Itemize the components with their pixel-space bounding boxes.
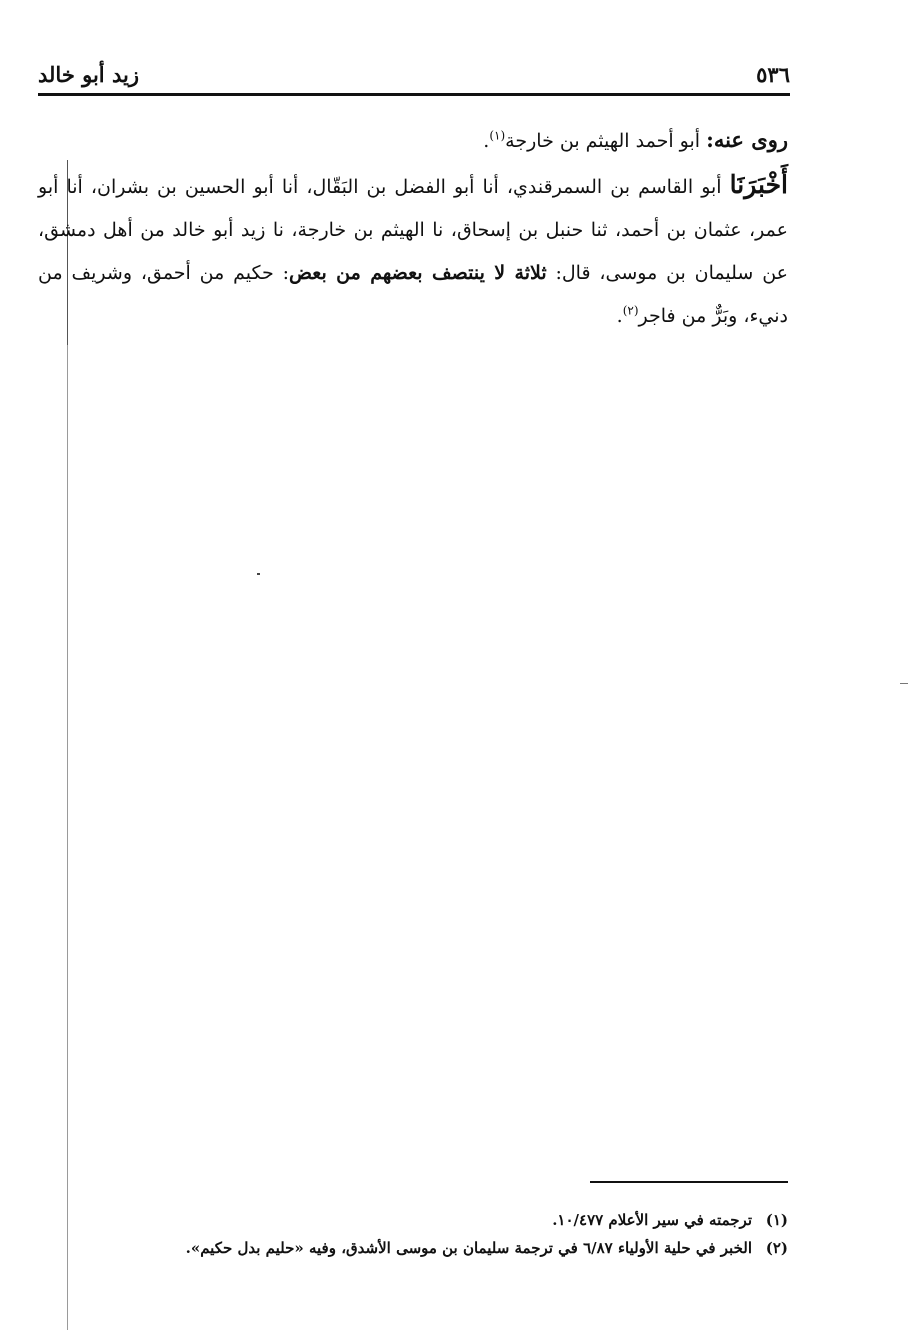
footnote-text: ترجمته في سير الأعلام ١٠/٤٧٧.	[552, 1211, 752, 1229]
page-number: ٥٣٦	[756, 62, 790, 87]
running-title: زيد أبو خالد	[38, 62, 139, 87]
footnote-text: الخبر في حلية الأولياء ٦/٨٧ في ترجمة سليمان بن موسى الأشدق، وفيه «حليم بدل حكيم».	[185, 1239, 752, 1257]
report-end: .	[616, 305, 623, 327]
body-text	[38, 118, 788, 338]
footnote-ref-1[interactable]: (١)	[489, 128, 506, 143]
paragraph-report	[38, 163, 788, 338]
footnote-1	[80, 1206, 788, 1234]
narrators-text: أبو أحمد الهيثم بن خارجة	[505, 130, 707, 152]
page-header	[38, 58, 790, 92]
footnotes	[80, 1206, 788, 1262]
scan-speck	[257, 573, 260, 575]
narrators-lead: روى عنه:	[706, 127, 788, 152]
report-quote: ثلاثة لا ينتصف بعضهم من بعض	[289, 262, 547, 284]
report-chain: أبو القاسم بن السمرقندي، أنا أبو الفضل بن البَقّال، أنا أبو الحسين بن بشران، أنا أبو عمر، عثمان بن أحمد، ثنا حنبل بن إسحاق، نا الهيثم بن خارجة، نا زيد أبو خالد من أهل دمشق، عن سليمان بن موسى، قال:	[38, 176, 788, 284]
footnote-rule	[590, 1181, 788, 1183]
header-rule	[38, 93, 790, 96]
footnote-number: (٢)	[765, 1239, 788, 1257]
scan-speck	[900, 683, 908, 684]
report-lead: أَخْبَرَنَا	[729, 170, 788, 199]
footnote-2	[80, 1234, 788, 1262]
footnote-ref-2[interactable]: (٢)	[622, 303, 639, 318]
report-tail: : حكيم من أحمق، وشريف من دنيء، وبَرٌّ من فاجر	[38, 262, 788, 327]
paragraph-narrators	[38, 118, 788, 163]
narrators-end: .	[483, 130, 490, 152]
footnote-number: (١)	[765, 1211, 788, 1229]
